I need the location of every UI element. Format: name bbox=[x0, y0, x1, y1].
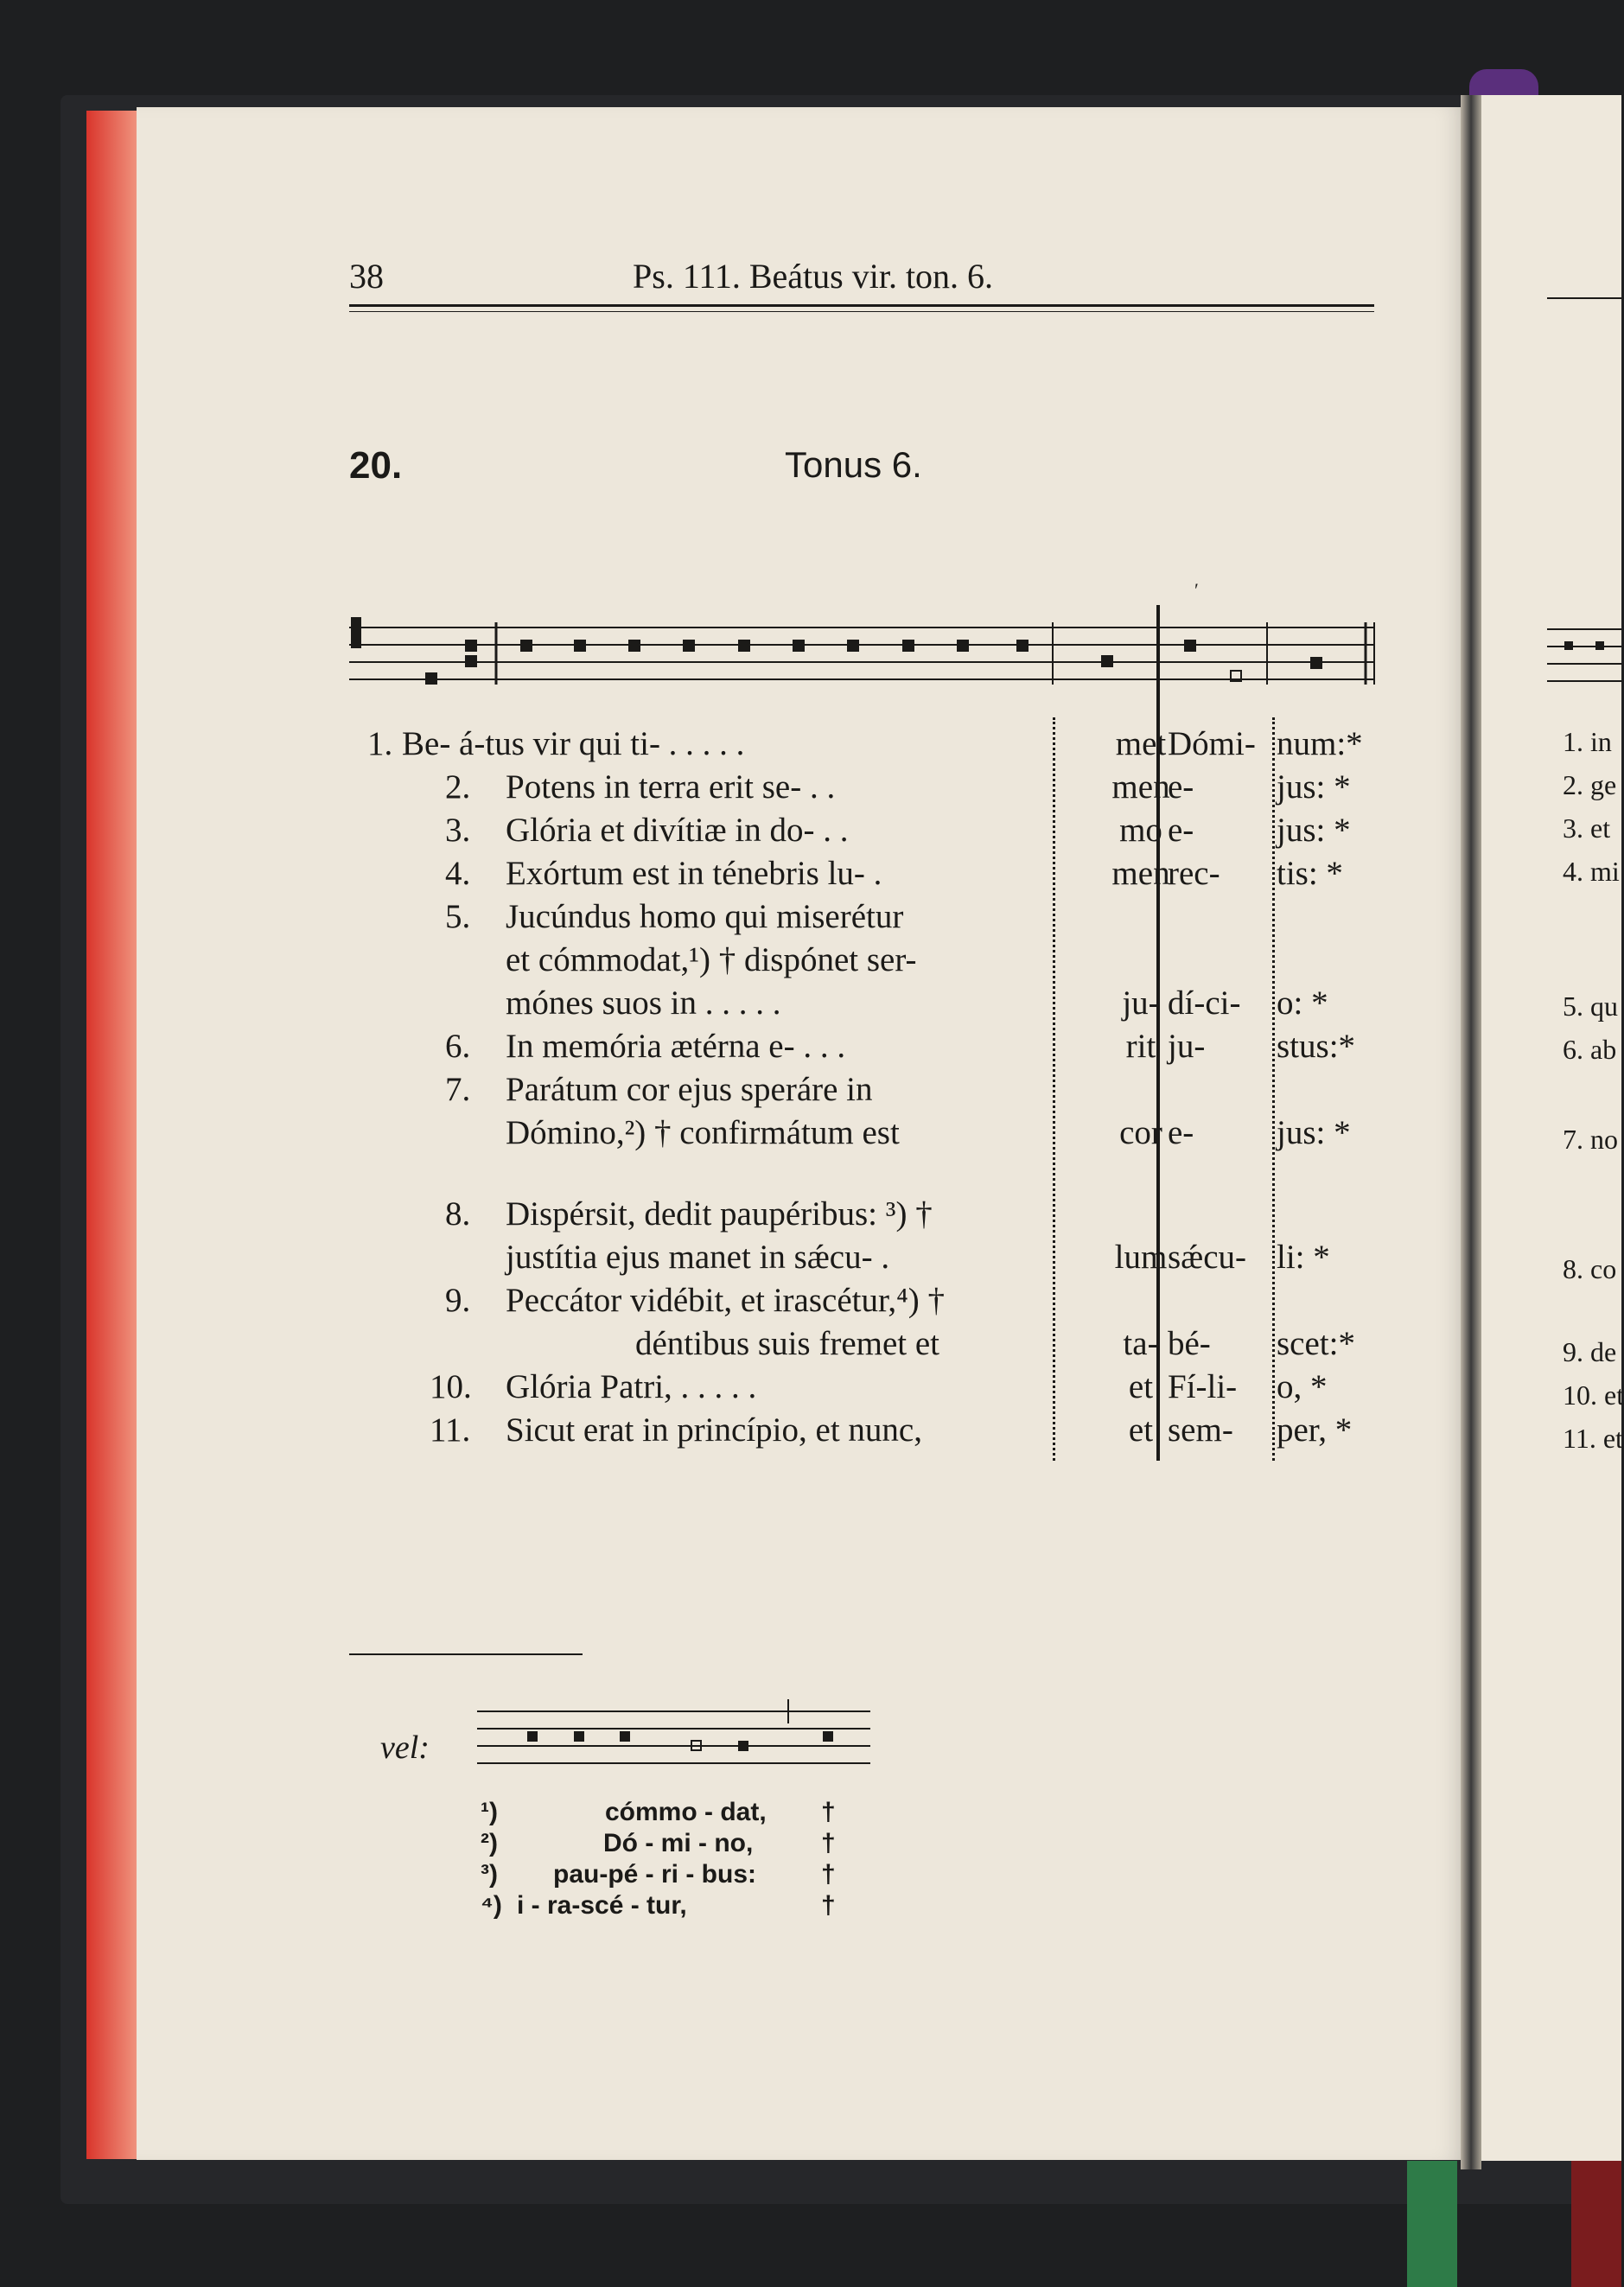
verse-row: 2. Potens in terra erit se- . . men e- jus: * bbox=[445, 768, 1351, 806]
facing-line: 4. mi bbox=[1563, 856, 1620, 887]
footnote-rule bbox=[349, 1653, 583, 1655]
book-gutter bbox=[1461, 95, 1481, 2169]
verse-row: 3. Glória et divítiæ in do- . . mo e- jus: * bbox=[445, 812, 1351, 849]
verse-row: 1. Be- á-tus vir qui ti- . . . . . met Dómi- num:* bbox=[367, 725, 1363, 762]
facing-staff bbox=[1547, 624, 1621, 685]
facing-line: 6. ab bbox=[1563, 1034, 1617, 1065]
verse-row: 7. Parátum cor ejus speráre in bbox=[445, 1071, 873, 1108]
verse-row: 8. Dispérsit, dedit paupéribus: ³) † bbox=[445, 1195, 933, 1233]
footnote-3: ³) bbox=[481, 1860, 498, 1889]
page-number: 38 bbox=[349, 257, 384, 296]
section-title: Tonus 6. bbox=[785, 444, 922, 485]
footnote-3-text: pau-pé - ri - bus: bbox=[553, 1860, 756, 1889]
running-title: Ps. 111. Beátus vir. ton. 6. bbox=[633, 257, 994, 296]
verse-row: et cómmodat,¹) † dispónet ser- bbox=[506, 941, 917, 978]
facing-line: 7. no bbox=[1563, 1124, 1618, 1155]
svg-text:′: ′ bbox=[1194, 579, 1199, 601]
footnote-1: ¹) bbox=[481, 1798, 498, 1826]
footnote-1-text: cómmo - dat, bbox=[605, 1798, 767, 1826]
footnote-2-cross: † bbox=[821, 1829, 836, 1857]
footnote-2: ²) bbox=[481, 1829, 498, 1857]
verse-row: 6. In memória ætérna e- . . . rit ju- stus:* bbox=[445, 1028, 1356, 1065]
verse-row: mónes suos in . . . . . ju- dí-ci- o: * bbox=[506, 984, 1328, 1022]
footnote-2-text: Dó - mi - no, bbox=[603, 1829, 754, 1857]
header-rule bbox=[349, 304, 1374, 307]
vel-staff bbox=[477, 1694, 875, 1789]
verse-row: 11. Sicut erat in princípio, et nunc, et sem- per, * bbox=[430, 1411, 1353, 1449]
verse-row: 5. Jucúndus homo qui miserétur bbox=[445, 898, 904, 935]
verse-row: Dómino,²) † confirmátum est cor e- jus: * bbox=[506, 1114, 1351, 1151]
verse-row: justítia ejus manet in sǽcu- . lum sǽcu- li: * bbox=[506, 1239, 1330, 1276]
footnote-1-cross: † bbox=[821, 1798, 836, 1826]
verse-row: 4. Exórtum est in ténebris lu- . men rec- tis: * bbox=[445, 855, 1343, 892]
footnote-4: ⁴) bbox=[481, 1891, 502, 1920]
footnote-4-text: i - ra-scé - tur, bbox=[517, 1891, 687, 1920]
facing-line: 2. ge bbox=[1563, 769, 1617, 800]
red-ribbon bbox=[1571, 2161, 1621, 2287]
footnote-3-cross: † bbox=[821, 1860, 836, 1889]
facing-line: 5. qu bbox=[1563, 991, 1618, 1022]
facing-header-rule bbox=[1547, 297, 1621, 299]
verse-row: 9. Peccátor vidébit, et irascétur,⁴) † bbox=[445, 1282, 945, 1319]
facing-line: 8. co bbox=[1563, 1253, 1617, 1284]
facing-line: 3. et bbox=[1563, 812, 1611, 844]
facing-line: 11. et bbox=[1563, 1423, 1623, 1454]
footnote-4-cross: † bbox=[821, 1891, 836, 1920]
verse-row: 10. Glória Patri, . . . . . et Fí-li- o, * bbox=[430, 1368, 1328, 1405]
facing-line: 1. in bbox=[1563, 726, 1612, 757]
vel-label: vel: bbox=[380, 1730, 430, 1766]
section-number: 20. bbox=[349, 444, 403, 487]
header-rule-thin bbox=[349, 311, 1374, 312]
facing-line: 10. et bbox=[1563, 1379, 1624, 1411]
facing-line: 9. de bbox=[1563, 1336, 1617, 1367]
green-ribbon bbox=[1407, 2161, 1457, 2287]
verse-row: déntibus suis fremet et ta- bé- scet:* bbox=[635, 1325, 1355, 1362]
chant-staff bbox=[349, 579, 1386, 717]
